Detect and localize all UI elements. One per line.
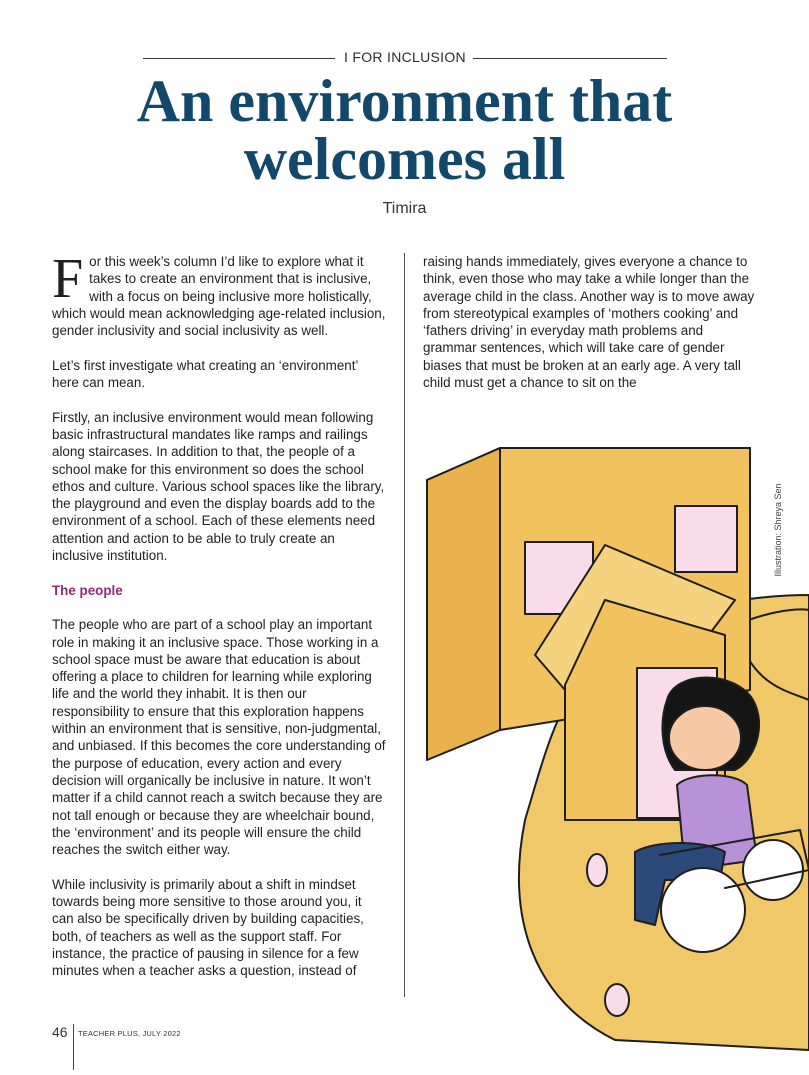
author-byline: Timira xyxy=(382,200,427,217)
illustration-credit xyxy=(768,480,788,580)
paragraph-intro-text: or this week’s column I’d like to explore what it takes to create an environment that is inclusive, with a focus on being inclusive more holistically, which would mean acknowledging age-related inclusion, gender inclusivity and social inclusivity as well. xyxy=(52,254,386,339)
kicker-row xyxy=(143,48,667,68)
left-column xyxy=(52,248,386,997)
paragraph-6: raising hands immediately, gives everyone a chance to think, even those who may take a while longer than the average child in the class. Another way is to move away from stereotypical examples of ‘mothers cooking’ and ‘fathers driving’ in everyday math problems and grammar sentences, which will take care of gender biases that must be broken at an early age. A very tall child must get a chance to sit on the xyxy=(423,254,755,391)
finger-nail-2 xyxy=(605,984,629,1016)
subhead-the-people: The people xyxy=(52,582,123,598)
title-line-1: An environment that xyxy=(136,68,673,134)
paragraph-intro xyxy=(52,248,386,339)
illustration xyxy=(405,400,809,1070)
illustration-credit-text: Illustration: Shreya Sen xyxy=(773,483,783,577)
child-face xyxy=(669,706,741,770)
magazine-issue: TEACHER PLUS, JULY 2022 xyxy=(78,1029,181,1038)
wheelchair-wheel-small xyxy=(743,840,803,900)
right-column xyxy=(423,253,757,409)
section-kicker: I FOR INCLUSION xyxy=(344,49,466,65)
wheelchair-wheel-large xyxy=(661,868,745,952)
hand-building-wheelchair-illustration xyxy=(405,400,809,1070)
kicker-rule-right xyxy=(473,58,667,59)
page-number: 46 xyxy=(52,1024,68,1040)
paragraph-2: Let’s first investigate what creating an ‘environment’ here can mean. xyxy=(52,357,358,391)
paragraph-3: Firstly, an inclusive environment would mean following basic infrastructural mandates like ramps and railings along staircases. In addition to that, the people of a school make for this environment so does the school ethos and culture. Various school spaces like the library, the playground and even the display boards add to the environment of a school. Each of these elements need attention and action to be able to truly create an inclusive institution. xyxy=(52,409,385,564)
footer-rule xyxy=(73,1024,74,1070)
finger-nail-1 xyxy=(587,854,607,886)
title-line-2: welcomes all xyxy=(243,126,566,192)
paragraph-5: While inclusivity is primarily about a shift in mindset towards being more sensitive to those around you, it can also be specifically driven by building capacities, both, of teachers as well as the support staff. For instance, the practice of pausing in silence for a few minutes when a teacher asks a question, instead of xyxy=(52,876,364,979)
article-title xyxy=(60,68,749,192)
page-footer xyxy=(52,1024,181,1040)
paragraph-4: The people who are part of a school play an important role in making it an inclusive space. Those working in a school space must be aware that education is about offering a place to children for learning while exploring life and the world they inhabit. It is then our responsibility to ensure that this exploration happens within an environment that is sensitive, non-judgmental, and unbiased. If this becomes the core understanding of the purpose of education, every action and every decision will organically be inclusive in nature. It won’t matter if a child cannot reach a switch because they are not tall enough or because they are wheelchair bound, the ‘environment’ and its people will ensure the child reaches the switch either way. xyxy=(52,617,386,858)
building-left-side xyxy=(427,448,500,760)
building-window-right xyxy=(675,506,737,572)
drop-cap: F xyxy=(52,248,84,310)
